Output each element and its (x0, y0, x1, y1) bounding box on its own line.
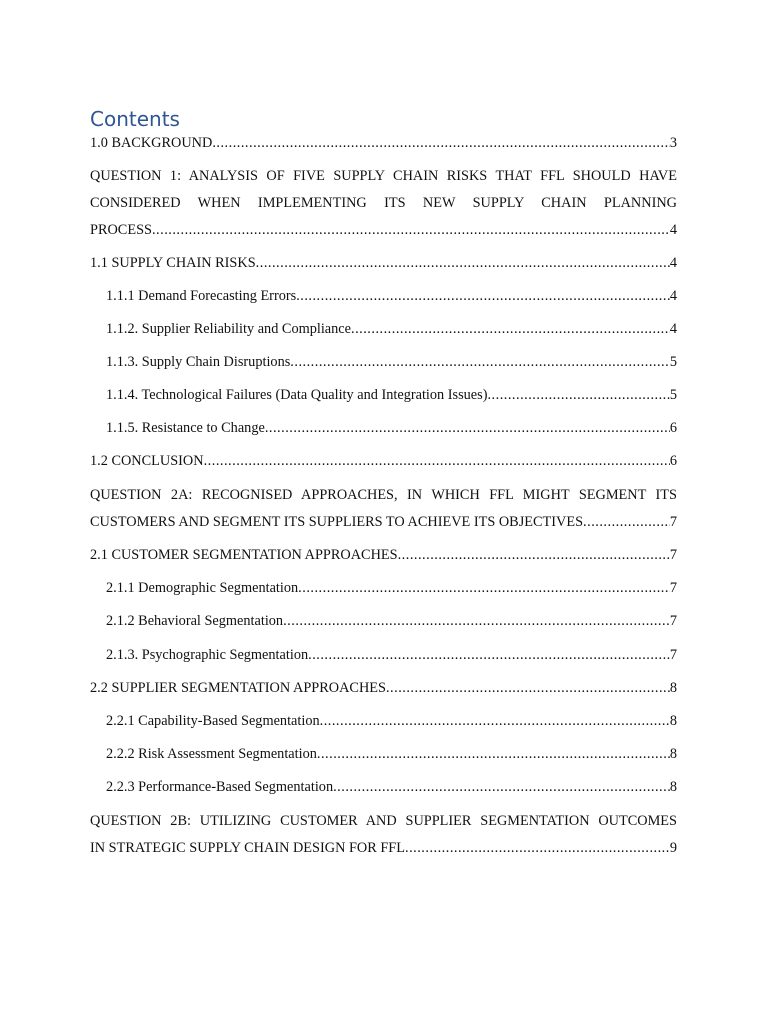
toc-page-number: 7 (669, 514, 677, 530)
toc-entry[interactable] (106, 741, 677, 768)
dot-leader (583, 509, 670, 536)
toc-entry[interactable] (106, 642, 677, 669)
toc-page-number: 8 (669, 746, 677, 762)
toc-heading: Contents (90, 107, 180, 131)
toc-entry-title: 1.1.1 Demand Forecasting Errors (106, 288, 297, 304)
toc-entry-last-line (90, 217, 677, 244)
dot-leader (398, 542, 670, 569)
toc-entry-title: 1.1.3. Supply Chain Disruptions (106, 354, 291, 370)
toc-entry-title: 1.1 SUPPLY CHAIN RISKS (90, 255, 256, 271)
toc-entry[interactable] (106, 608, 677, 635)
toc-entry[interactable] (106, 708, 677, 735)
toc-entry-title: 1.1.4. Technological Failures (Data Quality and Integration Issues) (106, 387, 488, 403)
dot-leader (308, 642, 670, 669)
dot-leader (212, 130, 670, 157)
dot-leader (351, 316, 670, 343)
toc-entry-line: QUESTION 1: ANALYSIS OF FIVE SUPPLY CHAIN RISKS THAT FFL SHOULD HAVE (90, 168, 677, 184)
dot-leader (320, 708, 670, 735)
dot-leader (405, 835, 670, 862)
toc-entry-title: 2.1 CUSTOMER SEGMENTATION APPROACHES (90, 547, 398, 563)
toc-entry[interactable] (90, 250, 677, 277)
toc-page-number: 7 (669, 647, 677, 663)
toc-entry-title: 2.1.1 Demographic Segmentation (106, 580, 299, 596)
toc-entry-title: 1.0 BACKGROUND (90, 135, 213, 151)
dot-leader (386, 675, 670, 702)
toc-entry-title: IN STRATEGIC SUPPLY CHAIN DESIGN FOR FFL (90, 840, 405, 856)
dot-leader (265, 415, 670, 442)
toc-entry-line: QUESTION 2A: RECOGNISED APPROACHES, IN WHICH FFL MIGHT SEGMENT ITS (90, 487, 677, 503)
toc-page-number: 5 (669, 387, 677, 403)
dot-leader (204, 448, 670, 475)
dot-leader (296, 283, 670, 310)
dot-leader (152, 217, 670, 244)
toc-page-number: 6 (669, 420, 677, 436)
toc-entry-title: 2.1.2 Behavioral Segmentation (106, 613, 284, 629)
toc-page-number: 7 (669, 613, 677, 629)
dot-leader (290, 349, 670, 376)
toc-entry[interactable] (106, 415, 677, 442)
dot-leader (256, 250, 670, 277)
toc-entry[interactable] (106, 316, 677, 343)
toc-entry-title: 2.2.3 Performance-Based Segmentation (106, 779, 334, 795)
dot-leader (333, 774, 670, 801)
toc-page-number: 4 (669, 288, 677, 304)
toc-entry-title: 2.2.1 Capability-Based Segmentation (106, 713, 320, 729)
toc-entry-title: 1.1.2. Supplier Reliability and Compliance (106, 321, 351, 337)
toc-entry-line: QUESTION 2B: UTILIZING CUSTOMER AND SUPPLIER SEGMENTATION OUTCOMES (90, 813, 677, 829)
toc-page-number: 7 (669, 580, 677, 596)
toc-entry-title: 1.2 CONCLUSION (90, 453, 204, 469)
toc-entry-title: 2.1.3. Psychographic Segmentation (106, 647, 309, 663)
toc-page-number: 7 (669, 547, 677, 563)
toc-page-number: 3 (669, 135, 677, 151)
toc-entry[interactable] (90, 808, 677, 862)
toc-entry[interactable] (90, 482, 677, 536)
toc-page-number: 5 (669, 354, 677, 370)
toc-entry[interactable] (106, 575, 677, 602)
toc-entry-last-line (90, 835, 677, 862)
toc-page-number: 4 (669, 321, 677, 337)
toc-page-number: 8 (669, 779, 677, 795)
toc-entry[interactable] (90, 542, 677, 569)
toc-entry[interactable] (90, 675, 677, 702)
toc-entry[interactable] (106, 349, 677, 376)
toc-page-number: 9 (669, 840, 677, 856)
toc-entry[interactable] (90, 130, 677, 157)
toc-page-number: 6 (669, 453, 677, 469)
toc-page-number: 4 (669, 222, 677, 238)
toc-entry[interactable] (90, 448, 677, 475)
toc-entry[interactable] (106, 283, 677, 310)
dot-leader (487, 382, 669, 409)
toc-entry-title: PROCESS (90, 222, 152, 238)
toc-entry[interactable] (106, 382, 677, 409)
dot-leader (283, 608, 670, 635)
toc-entry-title: 2.2 SUPPLIER SEGMENTATION APPROACHES (90, 680, 386, 696)
toc-page-number: 8 (669, 713, 677, 729)
toc-entry-title: CUSTOMERS AND SEGMENT ITS SUPPLIERS TO ACHIEVE ITS OBJECTIVES (90, 514, 584, 530)
dot-leader (317, 741, 670, 768)
toc-entry-last-line (90, 509, 677, 536)
dot-leader (298, 575, 670, 602)
toc-entry-title: 1.1.5. Resistance to Change (106, 420, 265, 436)
toc-entry-title: 2.2.2 Risk Assessment Segmentation (106, 746, 317, 762)
toc-entry[interactable] (106, 774, 677, 801)
toc-entry-line: CONSIDERED WHEN IMPLEMENTING ITS NEW SUPPLY CHAIN PLANNING (90, 195, 677, 211)
toc-page-number: 8 (669, 680, 677, 696)
toc-page-number: 4 (669, 255, 677, 271)
toc-entry[interactable] (90, 163, 677, 244)
